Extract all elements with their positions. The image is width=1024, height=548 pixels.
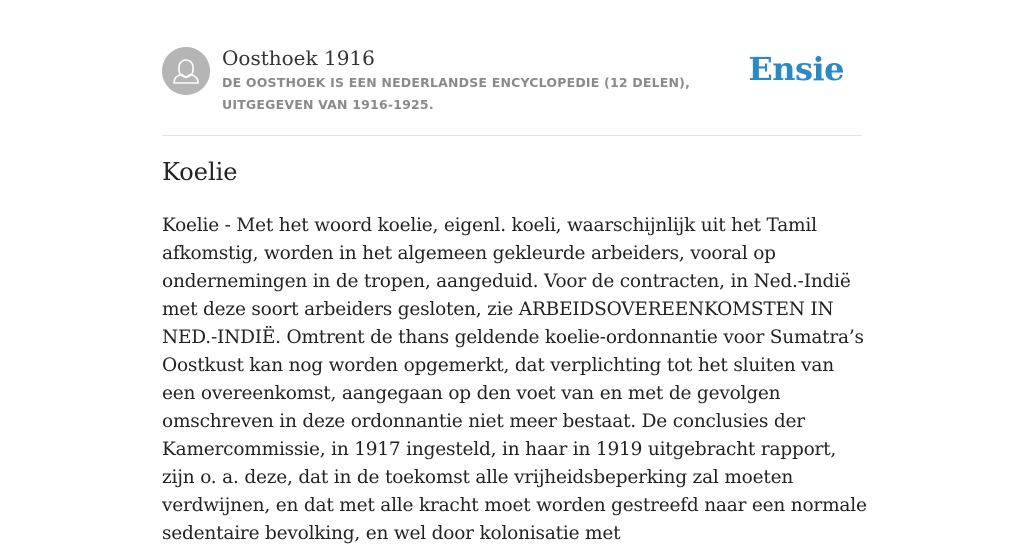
- source-title[interactable]: Oosthoek 1916: [222, 46, 375, 70]
- article-card: [162, 40, 867, 544]
- ensie-logo-link[interactable]: Ensie: [748, 50, 844, 88]
- header-divider: [162, 135, 862, 136]
- user-icon: [162, 47, 210, 95]
- article-body: Koelie - Met het woord koelie, eigenl. koeli, waarschijnlijk uit het Tamil afkomstig, worden in het algemeen gekleurde arbeiders, vooral op ondernemingen in de tropen, aangeduid. Voor de contracten, in Ned.-Indië met deze soort arbeiders gesloten, zie ARBEIDSOVEREENKOMSTEN IN NED.-INDIË. Omtrent de thans geldende koelie-ordonnantie voor Sumatra’s Oostkust kan nog worden opgemerkt, dat verplichting tot het sluiten van een overeenkomst, aangegaan op den voet van en met de gevolgen omschreven in deze ordonnantie niet meer bestaat. De conclusies der Kamercommissie, in 1917 ingesteld, in haar in 1919 uitgebracht rapport, zijn o. a. deze, dat in de toekomst alle vrijheidsbeperking zal moeten verdwijnen, en dat met alle kracht moet worden gestreefd naar een normale sedentaire bevolking, en wel door kolonisatie met: [162, 215, 867, 544]
- source-header: [162, 40, 862, 135]
- article-title: Koelie: [162, 158, 238, 186]
- source-description: DE OOSTHOEK IS EEN NEDERLANDSE ENCYCLOPEDIE (12 DELEN), UITGEGEVEN VAN 1916-1925.: [222, 75, 691, 112]
